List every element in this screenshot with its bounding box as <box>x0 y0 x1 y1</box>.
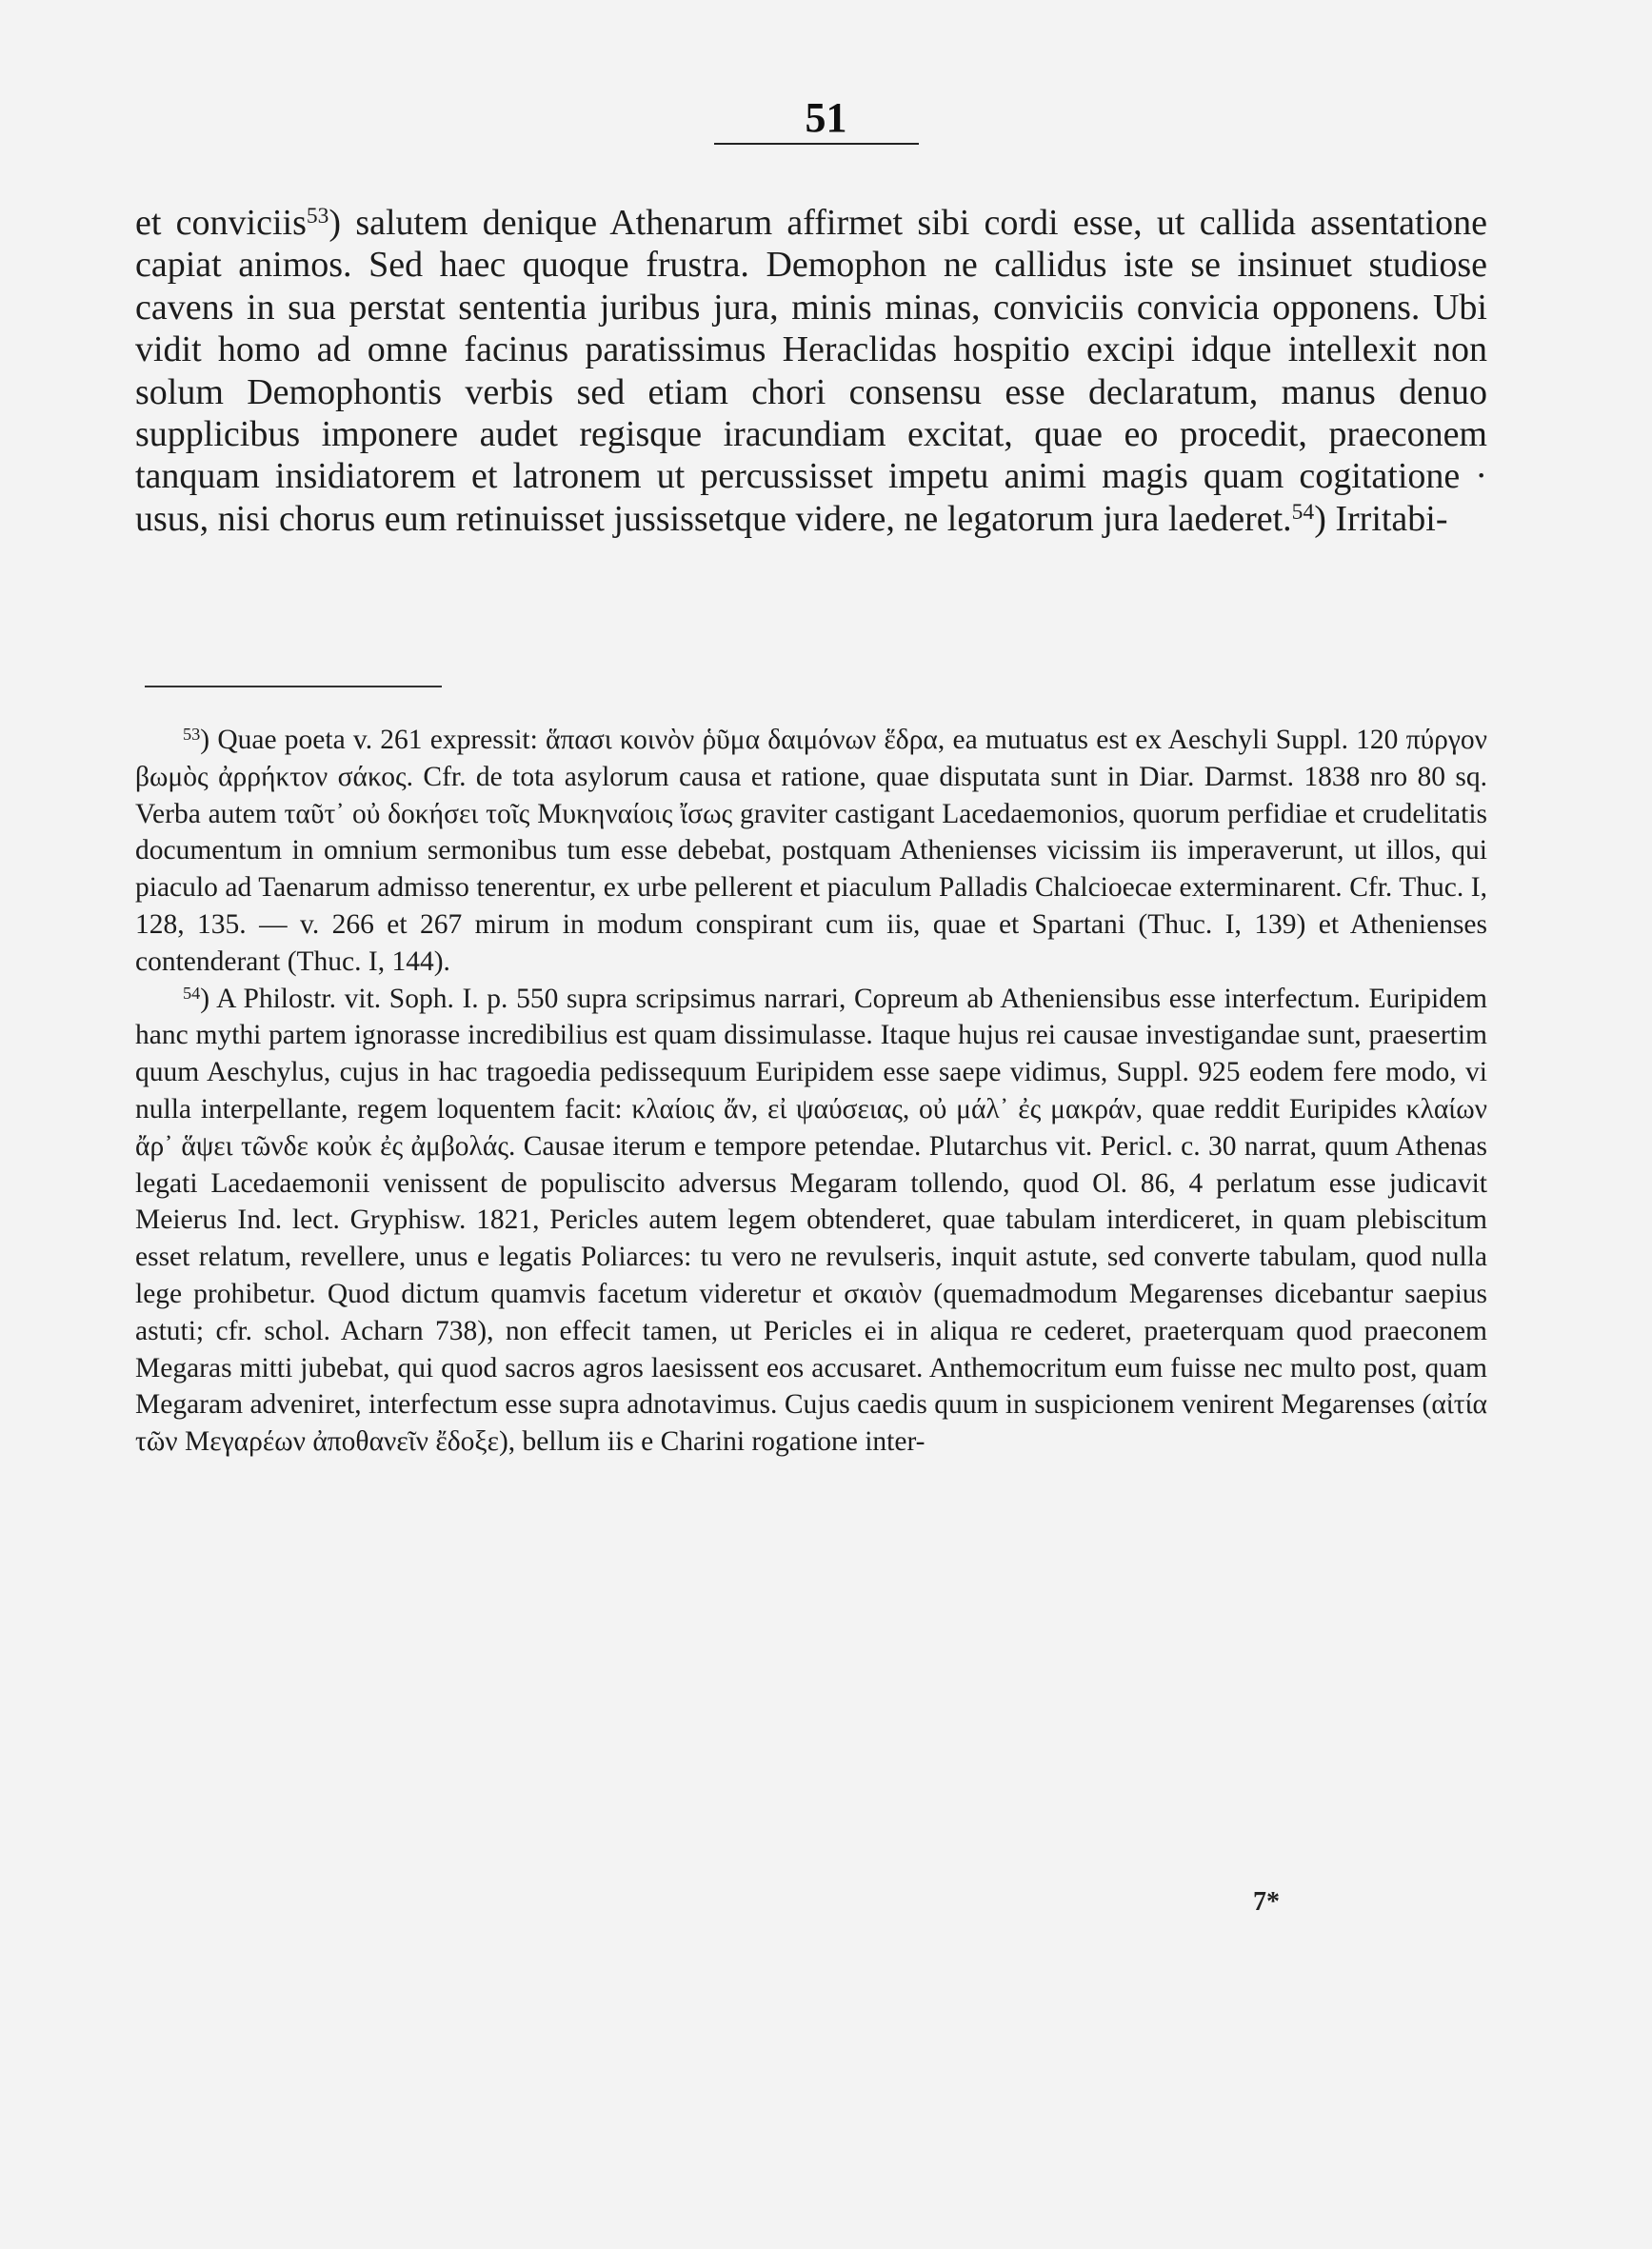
footnote-rule <box>145 686 442 687</box>
page-number: 51 <box>805 94 847 141</box>
signature-mark: 7* <box>1253 1887 1280 1917</box>
header-rule <box>714 143 919 145</box>
footnote-text-53: ) Quae poeta v. 261 expressit: ἅπασι κοινὸν ῥῦμα δαιμόνων ἕδρα, ea mutuatus est ex Aeschyli Suppl. 120 πύργον βωμὸς ἀρρήκτον σάκος. Cfr. de tota asylorum causa et ratione, quae disputata sunt in Diar. Darmst. 1838 nro 80 sq. Verba autem ταῦτ᾽ οὐ δοκήσει τοῖς Μυκηναίοις ἴσως graviter castigant Lacedaemonios, quorum perfidiae et crudelitatis documentum in omnium sermonibus tum esse debebat, postquam Athenienses vicissim iis imperaverunt, ut illos, qui piaculo ad Taenarum admisso tenerentur, ex urbe pellerent et piaculum Palladis Chalcioecae exterminarent. Cfr. Thuc. I, 128, 135. — v. 266 et 267 mirum in modum conspirant cum iis, quae et Spartani (Thuc. I, 139) et Athenienses contenderant (Thuc. I, 144). <box>135 725 1487 977</box>
footnote-reference-53: 53 <box>306 204 329 229</box>
footnote-number-53: 53 <box>183 724 201 744</box>
footnote-53 <box>135 722 1487 981</box>
main-text-part-3: ) Irritabi- <box>1314 498 1448 539</box>
footnote-number-54: 54 <box>183 983 201 1003</box>
main-text-part-2: ) salutem denique Athenarum affirmet sibi cordi esse, ut callida assentatione capiat animos. Sed haec quoque frustra. Demophon ne callidus iste se insinuet studiose cavens in sua perstat sententia juribus jura, minis minas, conviciis convicia opponens. Ubi vidit homo ad omne facinus paratissimus Heraclidas hospitio excipi idque intellexit non solum Demophontis verbis sed etiam chori consensu esse declaratum, manus denuo supplicibus imponere audet regisque iracundiam excitat, quae eo procedit, praeconem tanquam insidiatorem et latronem ut percussisset impetu animi magis quam cogitatione · usus, nisi chorus eum retinuisset jussissetque videre, ne legatorum jura laederet. <box>135 203 1487 539</box>
footnote-54 <box>135 981 1487 1461</box>
footnote-text-54: ) A Philostr. vit. Soph. I. p. 550 supra scripsimus narrari, Copreum ab Atheniensibus esse interfectum. Euripidem hanc mythi partem ignorasse incredibilius est quam dissimulasse. Itaque hujus rei causae investigandae sunt, praesertim quum Aeschylus, cujus in hac tragoedia pedissequum Euripidem esse saepe vidimus, Suppl. 925 eodem fere modo, vi nulla interpellante, regem loquentem facit: κλαίοις ἄν, εἰ ψαύσειας, οὐ μάλ᾽ ἐς μακράν, quae reddit Euripides κλαίων ἄρ᾽ ἅψει τῶνδε κοὐκ ἐς ἀμβολάς. Causae iterum e tempore petendae. Plutarchus vit. Pericl. c. 30 narrat, quum Athenas legati Lacedaemonii venissent de populiscito adversus Megaram tollendo, quod Ol. 86, 4 perlatum esse judicavit Meierus Ind. lect. Gryphisw. 1821, Pericles autem legem obtenderet, quae tabulam interdiceret, in quam plebiscitum esset relatum, revellere, unus e legatis Poliarces: tu vero ne revulseris, inquit astute, sed converte tabulam, quod nulla lege prohibetur. Quod dictum quamvis facetum videretur et σκαιὸν (quemadmodum Megarenses dicebantur saepius astuti; cfr. schol. Acharn 738), non effecit tamen, ut Pericles ei in aliqua re cederet, praeterquam quod praeconem Megaras mitti jubebat, qui quod sacros agros laesissent eos accusaret. Anthemocritum eum fuisse nec multo post, quam Megaram adveniret, interfectum esse supra adnotavimus. Cujus caedis quum in suspicionem venirent Megarenses (αἰτία τῶν Μεγαρέων ἀποθανεῖν ἔδοξε), bellum iis e Charini rogatione inter- <box>135 983 1487 1458</box>
main-text <box>135 202 1487 540</box>
footnotes <box>135 722 1487 1461</box>
footnote-reference-54: 54 <box>1291 500 1315 526</box>
main-text-part-1: et conviciis <box>135 203 307 243</box>
